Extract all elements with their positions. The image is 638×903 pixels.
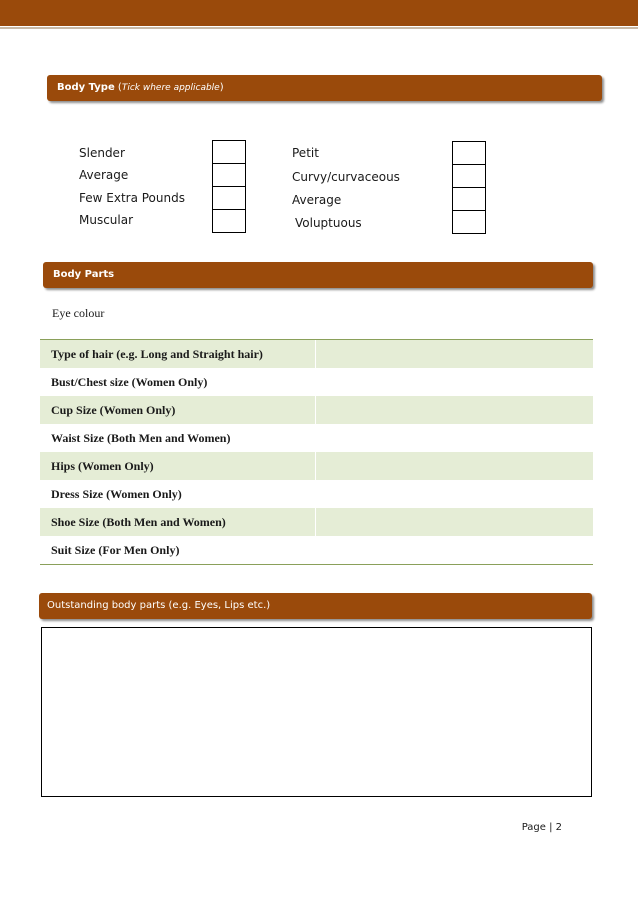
section-bar-body-type [47, 75, 602, 101]
checkbox-muscular[interactable] [213, 210, 245, 233]
option-label-average-right: Average [292, 193, 342, 207]
option-label-curvy: Curvy/curvaceous [292, 170, 400, 184]
checkbox-slender[interactable] [213, 141, 245, 164]
checkbox-average-right[interactable] [453, 188, 485, 211]
section-title-body-parts: Body Parts [53, 269, 115, 280]
checkbox-petit[interactable] [453, 142, 485, 165]
field-hips[interactable] [315, 452, 593, 480]
checkbox-average-left[interactable] [213, 164, 245, 187]
option-label-average: Average [79, 168, 129, 182]
section-bar-outstanding [39, 593, 592, 619]
row-label-hair-type: Type of hair (e.g. Long and Straight hair) [51, 347, 263, 361]
option-label-muscular: Muscular [79, 213, 134, 227]
field-waist-size[interactable] [315, 424, 593, 452]
page-number: Page | 2 [521, 822, 562, 833]
row-label-waist-size: Waist Size (Both Men and Women) [51, 431, 231, 445]
section-note-open: ( [114, 82, 122, 93]
table-row [40, 536, 593, 564]
eye-colour-label: Eye colour [52, 306, 105, 320]
row-label-cup-size: Cup Size (Women Only) [51, 403, 176, 417]
header-band [0, 0, 638, 26]
table-row [40, 508, 593, 536]
section-title-body-type: Body Type [57, 82, 115, 93]
row-label-bust-chest: Bust/Chest size (Women Only) [51, 375, 208, 389]
row-label-shoe-size: Shoe Size (Both Men and Women) [51, 515, 226, 529]
table-row [40, 424, 593, 452]
option-label-few-extra-pounds: Few Extra Pounds [79, 191, 185, 205]
outstanding-text-area[interactable] [41, 627, 592, 797]
row-label-hips: Hips (Women Only) [51, 459, 154, 473]
header-rule [0, 27, 638, 29]
body-parts-table [40, 340, 593, 564]
tick-column-right [452, 141, 486, 234]
checkbox-curvy[interactable] [453, 165, 485, 188]
table-row [40, 396, 593, 424]
table-bottom-rule [40, 564, 593, 565]
section-note-body-type: Tick where applicable [121, 83, 220, 93]
row-label-dress-size: Dress Size (Women Only) [51, 487, 182, 501]
field-suit-size[interactable] [315, 536, 593, 564]
checkbox-voluptuous[interactable] [453, 211, 485, 234]
table-row [40, 368, 593, 396]
field-cup-size[interactable] [315, 396, 593, 424]
row-label-suit-size: Suit Size (For Men Only) [51, 543, 180, 557]
field-dress-size[interactable] [315, 480, 593, 508]
table-row [40, 452, 593, 480]
option-label-voluptuous: Voluptuous [295, 216, 362, 230]
section-note-close: ) [219, 82, 224, 93]
section-title-outstanding: Outstanding body parts (e.g. Eyes, Lips etc.) [47, 600, 271, 611]
option-label-slender: Slender [79, 146, 125, 160]
field-hair-type[interactable] [315, 340, 593, 368]
field-bust-chest[interactable] [315, 368, 593, 396]
field-shoe-size[interactable] [315, 508, 593, 536]
table-row [40, 480, 593, 508]
section-bar-body-parts [43, 262, 593, 288]
table-row [40, 340, 593, 368]
checkbox-few-extra-pounds[interactable] [213, 187, 245, 210]
option-label-petit: Petit [292, 146, 319, 160]
tick-column-left [212, 140, 246, 233]
